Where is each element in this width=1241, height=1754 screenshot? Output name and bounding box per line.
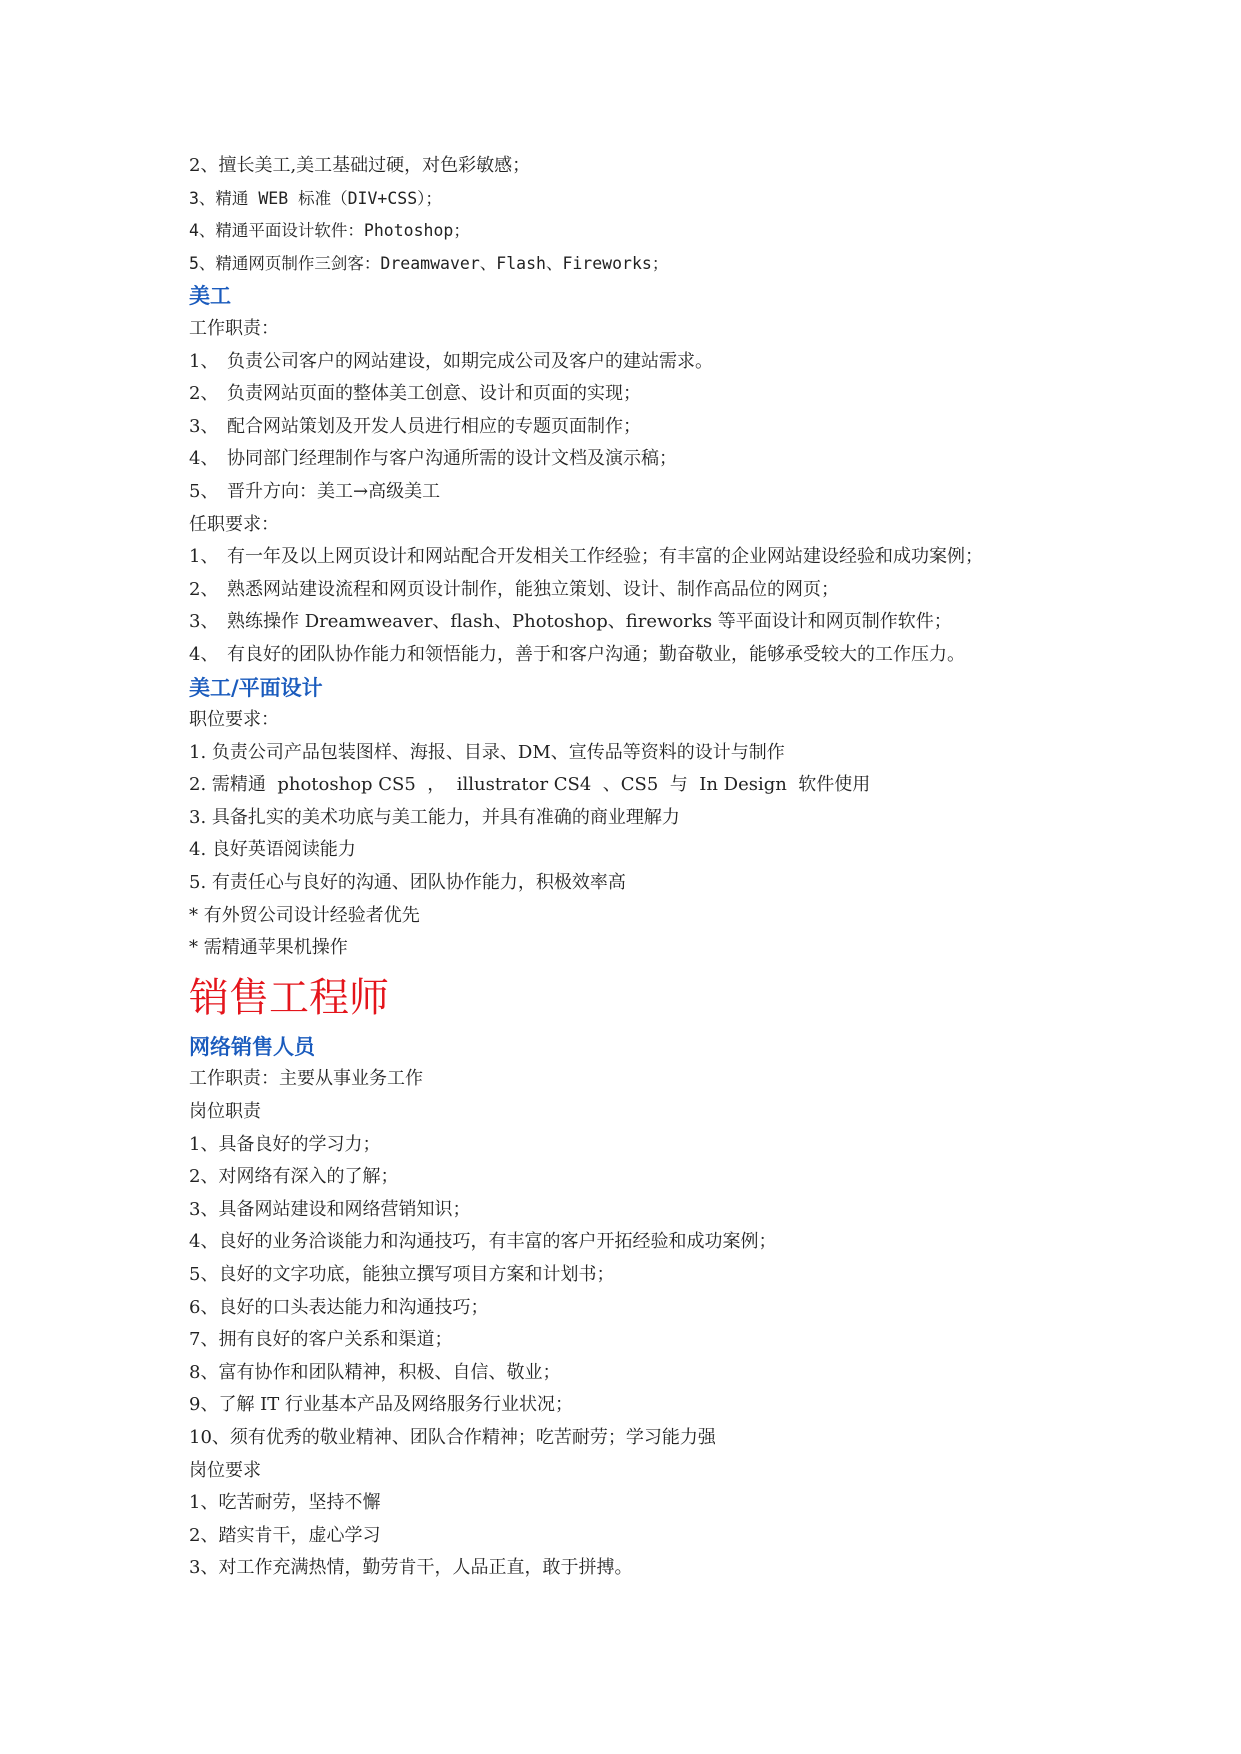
list-number: 1、	[189, 350, 219, 372]
list-number: 4、	[189, 448, 219, 470]
duty-line: 工作职责：主要从事业务工作	[189, 1068, 423, 1090]
list-text: 熟练操作 Dreamweaver、flash、Photoshop、fireworks 等平面设计和网页制作软件；	[227, 611, 952, 633]
list-text: 有一年及以上网页设计和网站配合开发相关工作经验；有丰富的企业网站建设经验和成功案例；	[227, 546, 983, 568]
list-item: * 有外贸公司设计经验者优先	[189, 904, 420, 926]
list-text: 熟悉网站建设流程和网页设计制作，能独立策划、设计、制作高品位的网页；	[227, 578, 839, 600]
list-item	[189, 443, 1089, 476]
list-item	[189, 411, 1089, 444]
list-number: 2、	[189, 383, 219, 405]
list-item: 10、须有优秀的敬业精神、团队合作精神；吃苦耐劳；学习能力强	[189, 1426, 716, 1448]
list-item: 4、良好的业务洽谈能力和沟通技巧，有丰富的客户开拓经验和成功案例；	[189, 1231, 777, 1253]
list-item: 8、富有协作和团队精神，积极、自信、敬业；	[189, 1361, 561, 1383]
list-item: 2、对网络有深入的了解；	[189, 1166, 399, 1188]
list-item	[189, 606, 1089, 639]
section-heading-sales-engineer: 销售工程师	[189, 974, 389, 1021]
section-heading-graphic-design: 美工/平面设计	[189, 675, 323, 700]
list-item: 1、吃苦耐劳，坚持不懈	[189, 1492, 381, 1514]
list-item	[189, 476, 1089, 509]
list-text: 负责网站页面的整体美工创意、设计和页面的实现；	[227, 383, 641, 405]
list-item: 3、精通 WEB 标准（DIV+CSS）；	[189, 188, 442, 208]
list-number: 1、	[189, 546, 219, 568]
list-item: 2、踏实肯干，虚心学习	[189, 1524, 381, 1546]
list-text: 协同部门经理制作与客户沟通所需的设计文档及演示稿；	[227, 448, 677, 470]
list-item	[189, 639, 1089, 672]
list-item: 9、了解 IT 行业基本产品及网络服务行业状况；	[189, 1394, 574, 1416]
list-text: 晋升方向：美工→高级美工	[227, 480, 441, 502]
list-item: 1、具备良好的学习力；	[189, 1133, 381, 1155]
list-item: 5、精通网页制作三剑客：Dreamwaver、Flash、Fireworks；	[189, 253, 669, 273]
subsection-heading-online-sales: 网络销售人员	[189, 1034, 315, 1059]
list-item	[189, 541, 1089, 574]
requirements-label: 职位要求：	[189, 709, 279, 731]
list-item: 3、对工作充满热情，勤劳肯干，人品正直，敢于拼搏。	[189, 1557, 633, 1579]
list-item: 2. 需精通 photoshop CS5 ， illustrator CS4 、CS5 与 In Design 软件使用	[189, 774, 871, 796]
list-item: 3、具备网站建设和网络营销知识；	[189, 1198, 471, 1220]
list-item	[189, 378, 1089, 411]
list-text: 配合网站策划及开发人员进行相应的专题页面制作；	[227, 415, 641, 437]
duties-label: 工作职责：	[189, 317, 279, 339]
list-item: 6、良好的口头表达能力和沟通技巧；	[189, 1296, 489, 1318]
list-number: 4、	[189, 643, 219, 665]
list-item: 1. 负责公司产品包装图样、海报、目录、DM、宣传品等资料的设计与制作	[189, 741, 785, 763]
list-number: 5、	[189, 480, 219, 502]
post-duties-label: 岗位职责	[189, 1101, 261, 1123]
document-content	[189, 150, 1089, 1585]
list-number: 2、	[189, 578, 219, 600]
list-item	[189, 574, 1089, 607]
list-text: 负责公司客户的网站建设，如期完成公司及客户的建站需求。	[227, 350, 713, 372]
list-item	[189, 346, 1089, 379]
list-number: 3、	[189, 415, 219, 437]
requirements-label: 任职要求：	[189, 513, 279, 535]
list-item: 4. 良好英语阅读能力	[189, 839, 356, 861]
list-number: 3、	[189, 611, 219, 633]
list-item: 5、良好的文字功底，能独立撰写项目方案和计划书；	[189, 1264, 615, 1285]
list-item: 7、拥有良好的客户关系和渠道；	[189, 1329, 453, 1351]
list-item: 5. 有责任心与良好的沟通、团队协作能力，积极效率高	[189, 872, 626, 894]
list-text: 有良好的团队协作能力和领悟能力，善于和客户沟通；勤奋敬业，能够承受较大的工作压力。	[227, 643, 965, 665]
list-item: 2、擅长美工,美工基础过硬，对色彩敏感；	[189, 155, 531, 176]
section-heading-meigong: 美工	[189, 284, 231, 309]
list-item: 4、精通平面设计软件：Photoshop；	[189, 221, 470, 241]
list-item: 3. 具备扎实的美术功底与美工能力，并具有准确的商业理解力	[189, 806, 680, 828]
list-item: * 需精通苹果机操作	[189, 937, 348, 959]
post-requirements-label: 岗位要求	[189, 1459, 261, 1481]
